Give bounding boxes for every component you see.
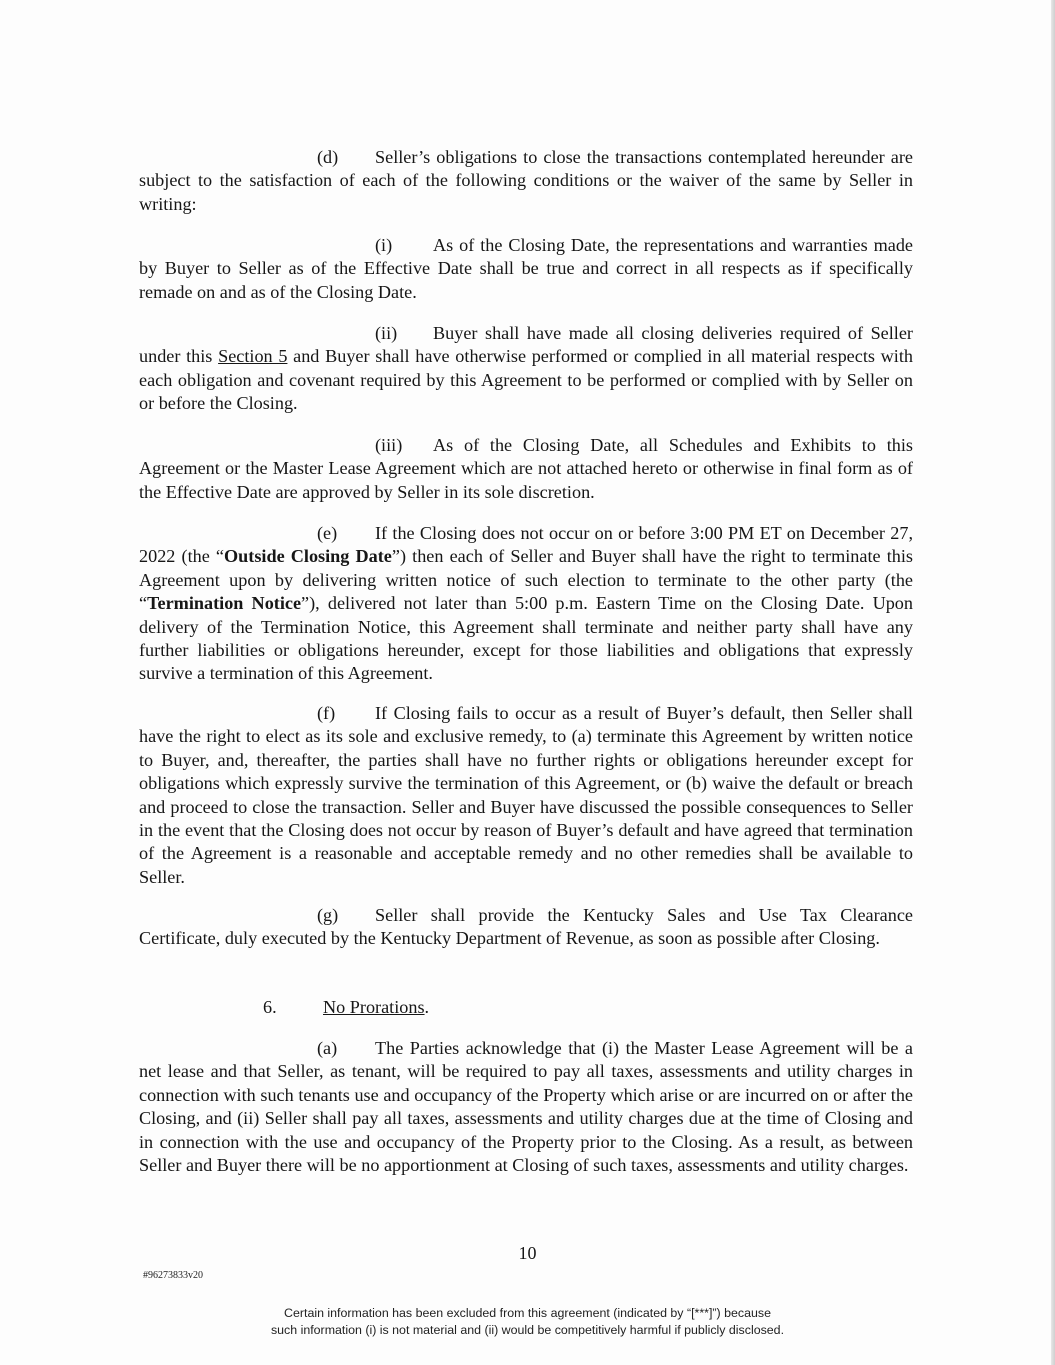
text-d-i: As of the Closing Date, the representations and warranties made by Buyer to Seller as of the Effective Date shall be true and correct in all respects as if specifically remade on and as of the Closing Date.: [139, 235, 913, 302]
label-g: (g): [317, 905, 339, 925]
document-id: #96273833v20: [143, 1270, 203, 1281]
label-d-i: (i): [375, 235, 393, 255]
paragraph-d-i: [139, 234, 913, 304]
scan-edge: [1051, 0, 1055, 1365]
paragraph-d: [139, 146, 913, 216]
text-e-1: If the Closing does not occur on or before 3:00 PM ET on December 27, 2022 (the “: [139, 523, 913, 567]
label-f: (f): [317, 703, 336, 723]
page-number: 10: [518, 1243, 537, 1263]
label-d: (d): [317, 147, 339, 167]
section-6-number: 6.: [263, 997, 277, 1017]
text-d-iii: As of the Closing Date, all Schedules and Exhibits to this Agreement or the Master Lease Agreement which are not attached hereto or otherwise in final form as of the Effective Date are approved by Seller in its sole discretion.: [139, 435, 913, 502]
text-e-2: ”) then each of Seller and Buyer shall have the right to terminate this Agreement upon by delivering written notice of such election to terminate to the other party (the “: [139, 546, 913, 614]
text-d-ii-after: and Buyer shall have otherwise performed or complied in all material respects with each obligation and covenant required by this Agreement to be performed or complied with by Seller on or before the Closing.: [139, 346, 913, 414]
label-d-iii: (iii): [375, 435, 403, 455]
paragraph-e: [139, 522, 913, 686]
redaction-notice-line-1: Certain information has been excluded from this agreement (indicated by “[***]”) because: [284, 1306, 771, 1320]
section-6-heading: 6. No Prorations.: [139, 996, 429, 1019]
text-e-3: ”), delivered not later than 5:00 p.m. Eastern Time on the Closing Date. Upon delivery of the Termination Notice, this Agreement shall terminate and neither party shall have any further liabilities or obligations hereunder, except for those liabilities and obligations that expressly survive a termination of this Agreement.: [139, 593, 913, 684]
redaction-notice: [0, 1305, 1055, 1339]
label-d-ii: (ii): [375, 323, 398, 343]
paragraph-6a: [139, 1037, 913, 1177]
redaction-notice-line-2: such information (i) is not material and (ii) would be competitively harmful if publicly disclosed.: [270, 1323, 785, 1337]
paragraph-f: [139, 702, 913, 889]
paragraph-d-ii: [139, 322, 913, 416]
text-d-ii-before: Buyer shall have made all closing deliveries required of Seller under this: [139, 323, 913, 367]
section-6-title: No Prorations: [323, 997, 425, 1017]
paragraph-d-iii: [139, 434, 913, 504]
label-e: (e): [317, 523, 338, 543]
paragraph-g: [139, 904, 913, 951]
term-outside-closing-date: Outside Closing Date: [224, 546, 392, 567]
label-6a: (a): [317, 1038, 338, 1058]
text-d: Seller’s obligations to close the transactions contemplated hereunder are subject to the satisfaction of each of the following conditions or the waiver of the same by Seller in writing:: [139, 147, 913, 214]
text-f: If Closing fails to occur as a result of Buyer’s default, then Seller shall have the right to elect as its sole and exclusive remedy, to (a) terminate this Agreement by written notice to Buyer, and, thereafter, the parties shall have no further rights or obligations hereunder except for obligations which expressly survive the termination of this Agreement, or (b) waive the default or breach and proceed to close the transaction. Seller and Buyer have discussed the possible consequences to Seller in the event that the Closing does not occur by reason of Buyer’s default and have agreed that termination of the Agreement is a reasonable and acceptable remedy and no other remedies shall be available to Seller.: [139, 703, 913, 887]
text-6a: The Parties acknowledge that (i) the Master Lease Agreement will be a net lease and that Seller, as tenant, will be required to pay all taxes, assessments and utility charges in connection with such tenants use and occupancy of the Property which arise or are incurred on or after the Closing, and (ii) Seller shall pay all taxes, assessments and utility charges due at the time of Closing and in connection with the use and occupancy of the Property prior to the Closing. As a result, as between Seller and Buyer there will be no apportionment at Closing of such taxes, assessments and utility charges.: [139, 1038, 913, 1176]
term-termination-notice: Termination Notice: [147, 593, 302, 614]
section-5-link: Section 5: [218, 346, 288, 367]
text-g: Seller shall provide the Kentucky Sales and Use Tax Clearance Certificate, duly executed by the Kentucky Department of Revenue, as soon as possible after Closing.: [139, 905, 913, 949]
